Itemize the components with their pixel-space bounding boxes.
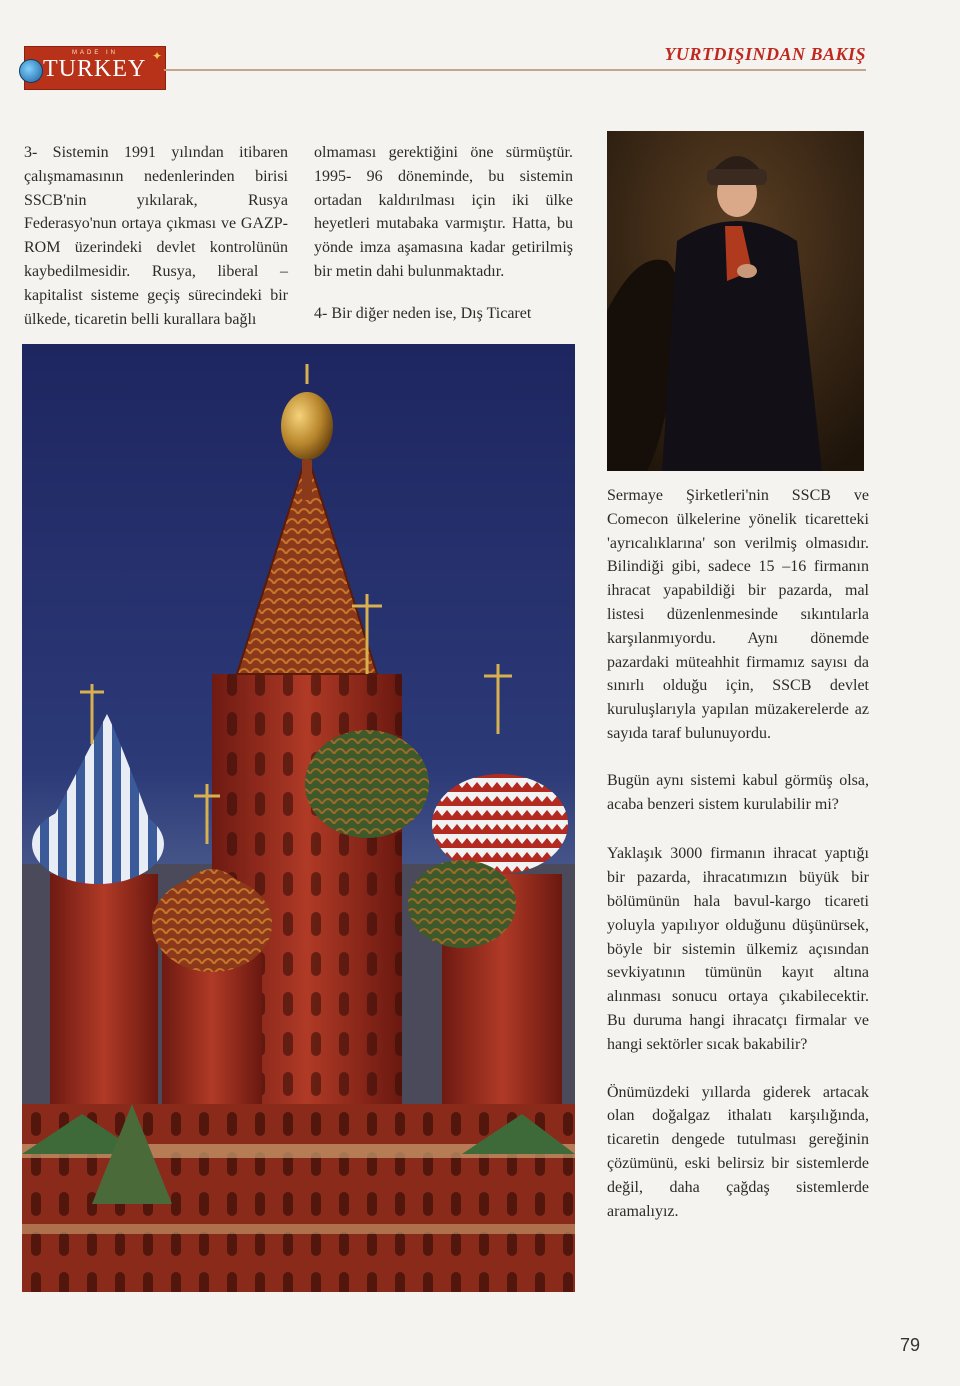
- column-1-text: [24, 141, 288, 331]
- made-in-turkey-logo: [24, 46, 166, 90]
- column-2-text: [314, 141, 573, 326]
- column-3-paragraph-3: Yaklaşık 3000 firmanın ihracat yaptığı bir pazarda, ihracatımızın büyük bir bölümünün hala bavul-kargo ticareti yoluyla yapılıyor olduğunu düşünürsek, böyle bir sistemin ülkemiz açısından sevkiyatının tümünün kayıt altına alınması sonucu ortaya çıkabilecektir. Bu duruma hangi ihracatçı firmalar ve hangi sektörler sıcak bakabilir?: [607, 845, 869, 1053]
- globe-icon: [19, 59, 43, 83]
- page-number: 79: [899, 1335, 920, 1355]
- cathedral-photo: [22, 344, 575, 1292]
- column-3-paragraph-1: Sermaye Şirketleri'nin SSCB ve Comecon ülkelerine yönelik ticaretteki 'ayrıcalıklarına' son verilmiş olmasıdır. Bilindiği gibi, sadece 15 –16 firmanın ihracat yapabildiği bir pazarda, mal listesi düzenlenmesinde sıkıntılarla karşılanmıyordu. Aynı dönemde pazardaki müteahhit firmamız sayısı da sınırlı olduğu için, SSCB devlet kuruluşlarıyla yapılan müzakerelerde az sayıda taraf bulunuyordu.: [607, 487, 869, 742]
- logo-brand-text: TURKEY: [43, 56, 147, 82]
- header-rule: [164, 69, 866, 71]
- star-icon: ✦: [151, 49, 162, 63]
- column-3-paragraph-2: Bugün aynı sistemi kabul görmüş olsa, acaba benzeri sistem kurulabilir mi?: [607, 771, 869, 813]
- column-2-paragraph-1: olmaması gerektiğini öne sürmüştür. 1995- 96 döneminde, bu sistemin ortadan kaldırılması için iki ülke heyetleri mutabaka varmıştır. Hatta, bu yönde imza aşamasına kadar getirilmiş bir metin dahi bulunmaktadır.: [314, 144, 573, 280]
- portrait-photo: [607, 131, 864, 471]
- column-1-paragraph: 3- Sistemin 1991 yılından itibaren çalışmamasının nedenlerinden birisi SSCB'nin yıkılarak, Rusya Federasyo'nun ortaya çıkması ve GAZP-ROM üzerindeki devlet kontrolünün kaybedilmesidir. Rusya, liberal – kapitalist sisteme geçiş sürecindeki bir ülkede, ticaretin belli kurallara bağlı: [24, 144, 288, 328]
- column-3-paragraph-4: Önümüzdeki yıllarda giderek artacak olan doğalgaz ithalatı karşılığında, ticaretin dengede tutulması gereğinin çözümünü, eski belirsiz bir sistemlerde değil, daha çağdaş sistemlerde aramalıyız.: [607, 1083, 869, 1220]
- st-basils-cathedral-illustration: [22, 344, 575, 1292]
- column-2-paragraph-2: 4- Bir diğer neden ise, Dış Ticaret: [314, 304, 532, 322]
- logo-made-in-text: MADE IN: [71, 50, 118, 56]
- man-in-fur-hat-illustration: [607, 131, 864, 471]
- column-3-text: [607, 484, 869, 1223]
- section-title: YURTDIŞINDAN BAKIŞ: [664, 44, 866, 64]
